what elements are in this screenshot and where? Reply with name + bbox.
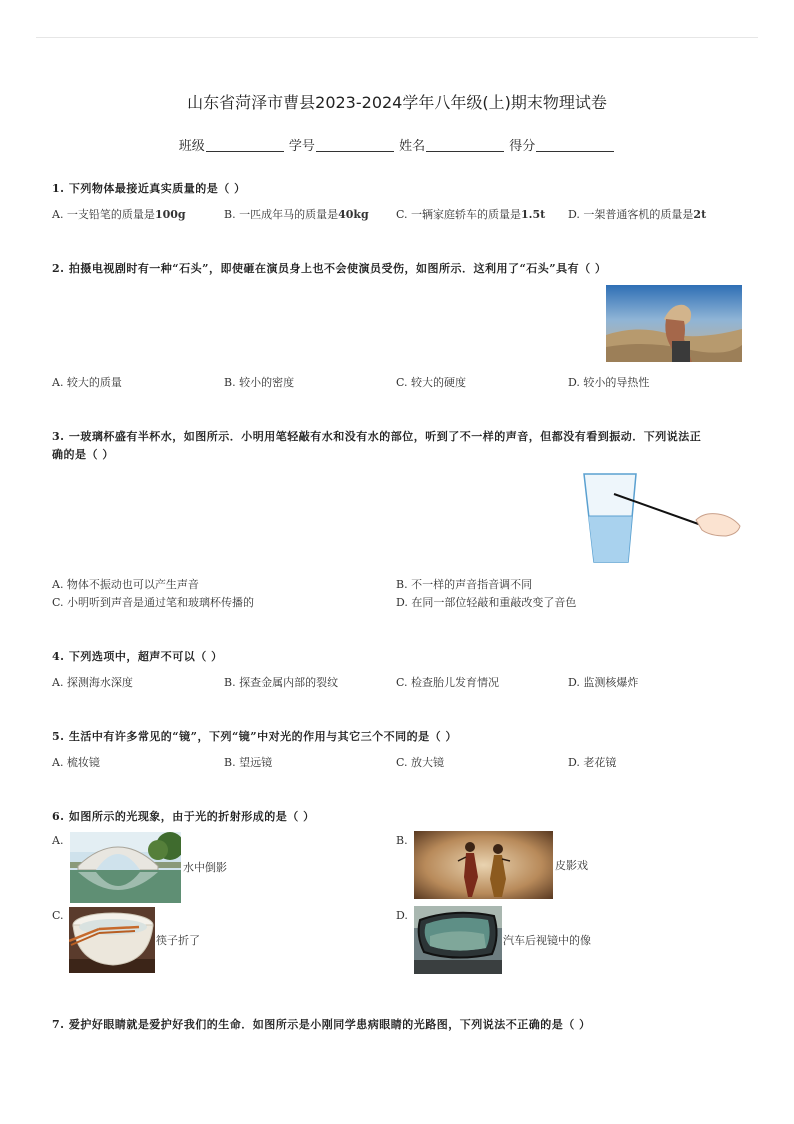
student-info-row xyxy=(0,135,794,154)
q5-option-b: B. 望远镜 xyxy=(224,756,273,769)
q4-option-a: A. 探测海水深度 xyxy=(52,676,133,689)
q3-option-b: B. 不一样的声音指音调不同 xyxy=(396,578,533,591)
id-blank xyxy=(316,139,394,152)
q6-option-c-label: C. xyxy=(52,909,64,922)
score-label: 得分 xyxy=(509,139,536,154)
score-blank xyxy=(536,139,614,152)
q1-option-d: D. 一架普通客机的质量是2t xyxy=(568,208,707,221)
stone-in-hand-photo xyxy=(606,285,742,362)
class-label: 班级 xyxy=(178,139,205,154)
question-5-stem: 5. 生活中有许多常见的“镜”，下列“镜”中对光的作用与其它三个不同的是（ ） xyxy=(52,730,457,743)
q1-option-a: A. 一支铅笔的质量是100g xyxy=(52,208,186,221)
q3-option-c: C. 小明听到声音是通过笔和玻璃杯传播的 xyxy=(52,596,255,609)
q5-option-a: A. 梳妆镜 xyxy=(52,756,100,769)
q6-caption-d: 汽车后视镜中的像 xyxy=(503,934,591,947)
glass-with-pen-illustration xyxy=(578,470,744,566)
name-blank xyxy=(426,139,504,152)
question-1-stem: 1. 下列物体最接近真实质量的是（ ） xyxy=(52,182,246,195)
q2-option-a: A. 较大的质量 xyxy=(52,376,122,389)
id-label: 学号 xyxy=(288,139,315,154)
question-6-stem: 6. 如图所示的光现象，由于光的折射形成的是（ ） xyxy=(52,810,315,823)
q4-option-d: D. 监测核爆炸 xyxy=(568,676,639,689)
q6-caption-b: 皮影戏 xyxy=(555,859,588,872)
shadow-puppet-photo xyxy=(414,831,553,899)
q5-option-c: C. 放大镜 xyxy=(396,756,445,769)
q6-option-a-label: A. xyxy=(52,834,64,847)
q6-caption-a: 水中倒影 xyxy=(183,861,227,874)
name-label: 姓名 xyxy=(399,139,426,154)
q4-option-c: C. 检查胎儿发育情况 xyxy=(396,676,500,689)
car-mirror-photo xyxy=(414,906,502,974)
question-3-stem-line2: 确的是（ ） xyxy=(52,448,114,461)
question-2-stem: 2. 拍摄电视剧时有一种“石头”，即使砸在演员身上也不会使演员受伤，如图所示．这利用了“石头”具有（ ） xyxy=(52,262,607,275)
q1-option-b: B. 一匹成年马的质量是40kg xyxy=(224,208,369,221)
q1-option-c: C. 一辆家庭轿车的质量是1.5t xyxy=(396,208,546,221)
bridge-reflection-photo xyxy=(70,832,181,903)
q6-caption-c: 筷子折了 xyxy=(156,934,200,947)
q6-option-d-label: D. xyxy=(396,909,408,922)
q2-option-b: B. 较小的密度 xyxy=(224,376,295,389)
top-rule xyxy=(36,37,758,38)
question-7-stem: 7. 爱护好眼睛就是爱护好我们的生命．如图所示是小刚同学患病眼睛的光路图，下列说法不正确的是（ ） xyxy=(52,1018,591,1031)
page-title: 山东省菏泽市曹县2023-2024学年八年级(上)期末物理试卷 xyxy=(187,93,607,112)
q5-option-d: D. 老花镜 xyxy=(568,756,617,769)
question-3-stem-line1: 3. 一玻璃杯盛有半杯水，如图所示．小明用笔轻敲有水和没有水的部位，听到了不一样的声音，但都没有看到振动．下列说法正 xyxy=(52,430,702,443)
q4-option-b: B. 探查金属内部的裂纹 xyxy=(224,676,339,689)
q2-option-d: D. 较小的导热性 xyxy=(568,376,650,389)
question-4-stem: 4. 下列选项中，超声不可以（ ） xyxy=(52,650,223,663)
q2-option-c: C. 较大的硬度 xyxy=(396,376,467,389)
q3-option-a: A. 物体不振动也可以产生声音 xyxy=(52,578,199,591)
q3-option-d: D. 在同一部位轻敲和重敲改变了音色 xyxy=(396,596,577,609)
q6-option-b-label: B. xyxy=(396,834,408,847)
chopsticks-in-bowl-photo xyxy=(69,907,155,973)
class-blank xyxy=(206,139,284,152)
